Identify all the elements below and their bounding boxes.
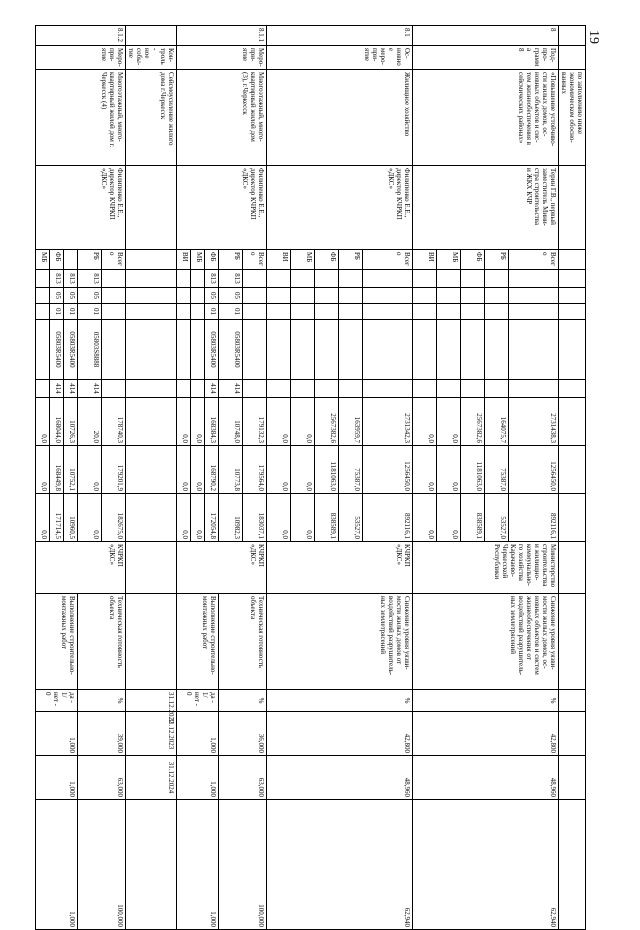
pr-code: 01 [50,304,64,320]
rz-code: 05 [50,288,64,304]
indicator-2022: 1,000 [36,712,78,756]
code-cell [315,270,339,288]
code-cell [485,270,509,288]
amount-year-1: 168790,2 [205,446,219,494]
rz-code: 05 [78,288,102,304]
pr-code: 01 [219,304,243,320]
rz-code [191,288,205,304]
csr-code [36,320,50,380]
row-number: 8 [413,26,559,46]
indicator-2023: 1,000 [177,756,219,800]
csr-code [191,320,205,380]
code-cell [461,380,485,398]
vr-code: 414 [219,380,243,398]
rz-code: 05 [205,288,219,304]
amount-year-2: 892116,1 [509,494,559,542]
code-cell [509,320,559,380]
amount-year-2: 53527,0 [339,494,363,542]
code-cell [509,288,559,304]
empty-cell [126,446,177,494]
vr-code: 414 [50,380,64,398]
row-name: Жилищное хозяйство [267,70,413,166]
row-number: 8.1 [267,26,413,46]
vr-code: 414 [64,380,78,398]
rz-code: 05 [64,288,78,304]
amount-total: 10748,0 [219,398,243,446]
grbs-code: 813 [50,270,64,288]
program-table [35,25,586,930]
amount-year-2: 0,0 [267,494,291,542]
csr-code [177,320,191,380]
empty-cell [126,494,177,542]
indicator-unit: да - 1/ нет - 0 [36,690,78,712]
csr-code: 05803R5400 [50,320,64,380]
amount-total: 0,0 [191,398,205,446]
code-cell [413,270,437,288]
amount-year-1: 179564,0 [243,446,267,494]
amount-year-1: 0,0 [267,446,291,494]
amount-total: 2567382,6 [315,398,339,446]
rz-code [36,288,50,304]
co-executor: Министерство строительства и жилищно- коммунально- го хозяйства Карачаево- Черкесской Республики [413,542,559,594]
grbs-code [191,270,205,288]
amount-total: 2731438,3 [509,398,559,446]
indicator-2024: 62,940 [267,800,413,930]
amount-year-1: 0,0 [413,446,437,494]
empty-cell [126,398,177,446]
responsible-executor: Терин Г.В., первый заместитель Мини- стра строительства и ЖКХ КЧР [413,166,559,250]
vr-code [191,380,205,398]
amount-year-2: 183037,1 [243,494,267,542]
code-cell [461,320,485,380]
pr-code [191,304,205,320]
code-cell [315,288,339,304]
amount-total: 168384,3 [205,398,219,446]
indicator-2024: 1,000 [177,800,219,930]
vr-code: 414 [205,380,219,398]
code-cell [291,270,315,288]
code-cell [291,380,315,398]
amount-year-1: 1181063,0 [315,446,339,494]
indicator-2023: 48,960 [267,756,413,800]
funding-source: ФБ [315,250,339,270]
table-row [509,26,559,930]
indicator-2022: 42,800 [413,712,559,756]
code-cell [339,304,363,320]
funding-source: РБ [485,250,509,270]
funding-source: ВИ [177,250,191,270]
code-cell [509,380,559,398]
code-cell [267,288,291,304]
amount-total: 20,0 [78,398,102,446]
code-cell [413,380,437,398]
code-cell [363,320,413,380]
code-cell [339,380,363,398]
code-cell [437,270,461,288]
amount-year-1: 1181063,0 [461,446,485,494]
amount-year-2: 171714,5 [50,494,64,542]
grbs-code: 813 [78,270,102,288]
empty-cell [126,304,177,320]
vr-code [243,380,267,398]
code-cell [413,304,437,320]
funding-source: МБ [36,250,50,270]
amount-year-2: 838589,1 [315,494,339,542]
table-row [102,26,126,930]
csr-code: 05803R5400 [205,320,219,380]
code-cell [437,320,461,380]
grbs-code [36,270,50,288]
funding-source: МБ [291,250,315,270]
pr-code [243,304,267,320]
csr-code: 05803S8888 [78,320,102,380]
funding-source: РБ [78,250,102,270]
amount-year-2: 0,0 [177,494,191,542]
amount-year-1: 0,0 [191,446,205,494]
amount-total: 0,0 [267,398,291,446]
indicator-name: Техническая готовность объекта [78,594,126,690]
amount-total: 0,0 [413,398,437,446]
amount-year-2: 172054,8 [205,494,219,542]
empty-cell [126,250,177,270]
code-cell [315,380,339,398]
amount-year-2: 0,0 [36,494,50,542]
code-cell [267,304,291,320]
indicator-2024: 1,000 [36,800,78,930]
responsible-executor: Филипенко Е.Е., директор КЧРКП «ДКС» [267,166,413,250]
amount-total: 0,0 [437,398,461,446]
indicator-name: Выполнение строительно- монтажных работ [177,594,219,690]
code-cell [485,320,509,380]
code-cell [315,320,339,380]
row-type: Меро- при- ятие [36,46,126,70]
amount-total: 168044,0 [50,398,64,446]
code-cell [509,270,559,288]
pr-code: 01 [78,304,102,320]
indicator-2022: 36,000 [219,712,267,756]
co-executor: КЧРКП «ДКС» [267,542,413,594]
amount-total: 178740,3 [102,398,126,446]
code-cell [413,320,437,380]
pr-code [177,304,191,320]
amount-year-1: 0,0 [177,446,191,494]
funding-source: РБ [339,250,363,270]
indicator-2022: 39,000 [78,712,126,756]
indicator-unit: % [78,690,126,712]
amount-year-1: 0,0 [437,446,461,494]
row-name: Сейсмоусиление жилого дома г.Черкесск [126,70,177,166]
indicator-2023: 63,000 [78,756,126,800]
csr-code: 05803R5400 [219,320,243,380]
code-cell [485,380,509,398]
funding-source: ВИ [413,250,437,270]
funding-source: ФБ [205,250,219,270]
indicator-name: Выполнение строительно- монтажных работ [36,594,78,690]
grbs-code [243,270,267,288]
amount-year-2: 0,0 [191,494,205,542]
vr-code [36,380,50,398]
code-cell [267,270,291,288]
rz-code [102,288,126,304]
grbs-code: 813 [64,270,78,288]
amount-year-2: 838589,1 [461,494,485,542]
amount-year-1: 75387,0 [485,446,509,494]
indicator-2023: 48,960 [413,756,559,800]
code-cell [339,288,363,304]
amount-year-2: 182675,0 [102,494,126,542]
amount-year-2: 53527,0 [485,494,509,542]
code-cell [437,380,461,398]
indicator-2023: 63,000 [219,756,267,800]
row-number: 8.1.2 [36,26,126,46]
table-body [36,26,586,930]
row-type: Ос- новное меро- при- ятие [267,46,413,70]
amount-year-1: 75387,0 [339,446,363,494]
csr-code [102,320,126,380]
amount-year-2: 0,0 [78,494,102,542]
code-cell [437,288,461,304]
empty-cell [126,288,177,304]
row-type: Под- про- грамма 8 [413,46,559,70]
amount-year-1: 10752,1 [64,446,78,494]
funding-source [64,250,78,270]
co-executor: КЧРКП «ДКС» [177,542,267,594]
code-cell [485,288,509,304]
empty-cell [126,800,177,930]
rz-code [177,288,191,304]
indicator-2022: 42,800 [267,712,413,756]
table-row [363,26,413,930]
responsible-executor: Филипенко Е.Е., директор КЧРКП «ДКС» [177,166,267,250]
amount-total: 179132,3 [243,398,267,446]
funding-source: ФБ [50,250,64,270]
code-cell [363,288,413,304]
grbs-code [102,270,126,288]
code-cell [339,270,363,288]
control-date-2024: 31.12.2024 [126,756,177,800]
code-cell [267,380,291,398]
grbs-code [177,270,191,288]
amount-total: 2567382,6 [461,398,485,446]
pr-code [102,304,126,320]
indicator-2024: 100,000 [78,800,126,930]
amount-year-2: 0,0 [413,494,437,542]
code-cell [291,288,315,304]
indicator-unit: % [413,690,559,712]
amount-year-2: 892116,1 [363,494,413,542]
code-cell [509,304,559,320]
amount-year-1: 179201,9 [102,446,126,494]
indicator-name: Техническая готовность объекта [219,594,267,690]
amount-year-1: 168449,8 [50,446,64,494]
amount-year-2: 0,0 [291,494,315,542]
amount-year-2: 10982,3 [219,494,243,542]
code-cell [339,320,363,380]
empty-cell [126,320,177,380]
empty-cell [126,270,177,288]
row-number: 8.1.1 [177,26,267,46]
vr-code [102,380,126,398]
code-cell [363,304,413,320]
grbs-code: 813 [219,270,243,288]
amount-year-1: 0,0 [36,446,50,494]
pr-code: 01 [64,304,78,320]
csr-code [243,320,267,380]
empty-cell [126,380,177,398]
empty-cell [126,542,177,594]
amount-total: 10726,3 [64,398,78,446]
code-cell [413,288,437,304]
table-row [126,26,177,930]
code-cell [291,304,315,320]
indicator-2022: 1,000 [177,712,219,756]
amount-total: 2731342,3 [363,398,413,446]
vr-code [177,380,191,398]
row-type: Меро- при- ятие [177,46,267,70]
indicator-unit: % [219,690,267,712]
funding-source: Всего [509,250,559,270]
amount-total: 164075,7 [485,398,509,446]
code-cell [485,304,509,320]
control-date-2022: 31.12.2022 [126,690,177,712]
indicator-2024: 100,000 [219,800,267,930]
row-type: Кон- троль- ное собы- тие [126,46,177,70]
empty-cell [126,594,177,690]
indicator-unit: % [267,690,413,712]
code-cell [461,304,485,320]
header-continuation-row [559,26,586,930]
page-number: 19 [586,30,601,44]
amount-total: 0,0 [36,398,50,446]
code-cell [363,270,413,288]
grbs-code: 813 [205,270,219,288]
code-cell [437,304,461,320]
row-name: Многоэтажный, много- квартирный жилой дом г. Черкесск (4) [36,70,126,166]
indicator-2024: 62,940 [413,800,559,930]
indicator-unit: да - 1/ нет - 0 [177,690,219,712]
funding-source: ФБ [461,250,485,270]
funding-source: Всего [243,250,267,270]
funding-source: МБ [437,250,461,270]
code-cell [363,380,413,398]
responsible-executor: Филипенко Е.Е., директор КЧРКП «ДКС» [36,166,126,250]
indicator-2023: 1,000 [36,756,78,800]
co-executor: КЧРКП «ДКС» [36,542,126,594]
rotated-page [40,25,586,927]
rz-code: 05 [219,288,243,304]
pr-code: 01 [205,304,219,320]
code-cell [291,320,315,380]
indicator-name: Снижение уровня уязви- мости жилых домов, ос- новных объектов и систем жизнеобеспечения от воздействий разрушитель- ных землетрясений [413,594,559,690]
empty-cell [126,166,177,250]
pr-code [36,304,50,320]
amount-total: 163959,7 [339,398,363,446]
csr-code: 05803R5400 [64,320,78,380]
indicator-name: Снижение уровня уязви- мости жилых домов от воздействий разрушитель- ных землетрясений [267,594,413,690]
funding-source: ВИ [267,250,291,270]
amount-year-1: 1256450,0 [363,446,413,494]
row-name: Многоэтажный, много- квартирный жилой дом (3), г.Черкесск [177,70,267,166]
rz-code [243,288,267,304]
row-name: «Повышение устойчиво- сти жилых домов, ос- новных объектов и сис- тем жизнеобеспечения в сейсмических районах» [413,70,559,166]
funding-source: Всего [102,250,126,270]
code-cell [315,304,339,320]
amount-year-2: 0,0 [437,494,461,542]
table-row [243,26,267,930]
amount-total: 0,0 [177,398,191,446]
amount-year-1: 1256450,0 [509,446,559,494]
amount-year-1: 10773,8 [219,446,243,494]
code-cell [267,320,291,380]
amount-total: 0,0 [291,398,315,446]
amount-year-2: 10960,5 [64,494,78,542]
funding-source: Всего [363,250,413,270]
funding-source: РБ [219,250,243,270]
vr-code: 414 [78,380,102,398]
row-number [126,26,177,46]
amount-year-1: 0,0 [78,446,102,494]
funding-source: МБ [191,250,205,270]
amount-year-1: 0,0 [291,446,315,494]
code-cell [461,270,485,288]
header-note: по заполнению ниже экономическом обосно- ванных [559,70,586,166]
control-date-2023: 31.12.2023 [126,712,177,756]
code-cell [461,288,485,304]
